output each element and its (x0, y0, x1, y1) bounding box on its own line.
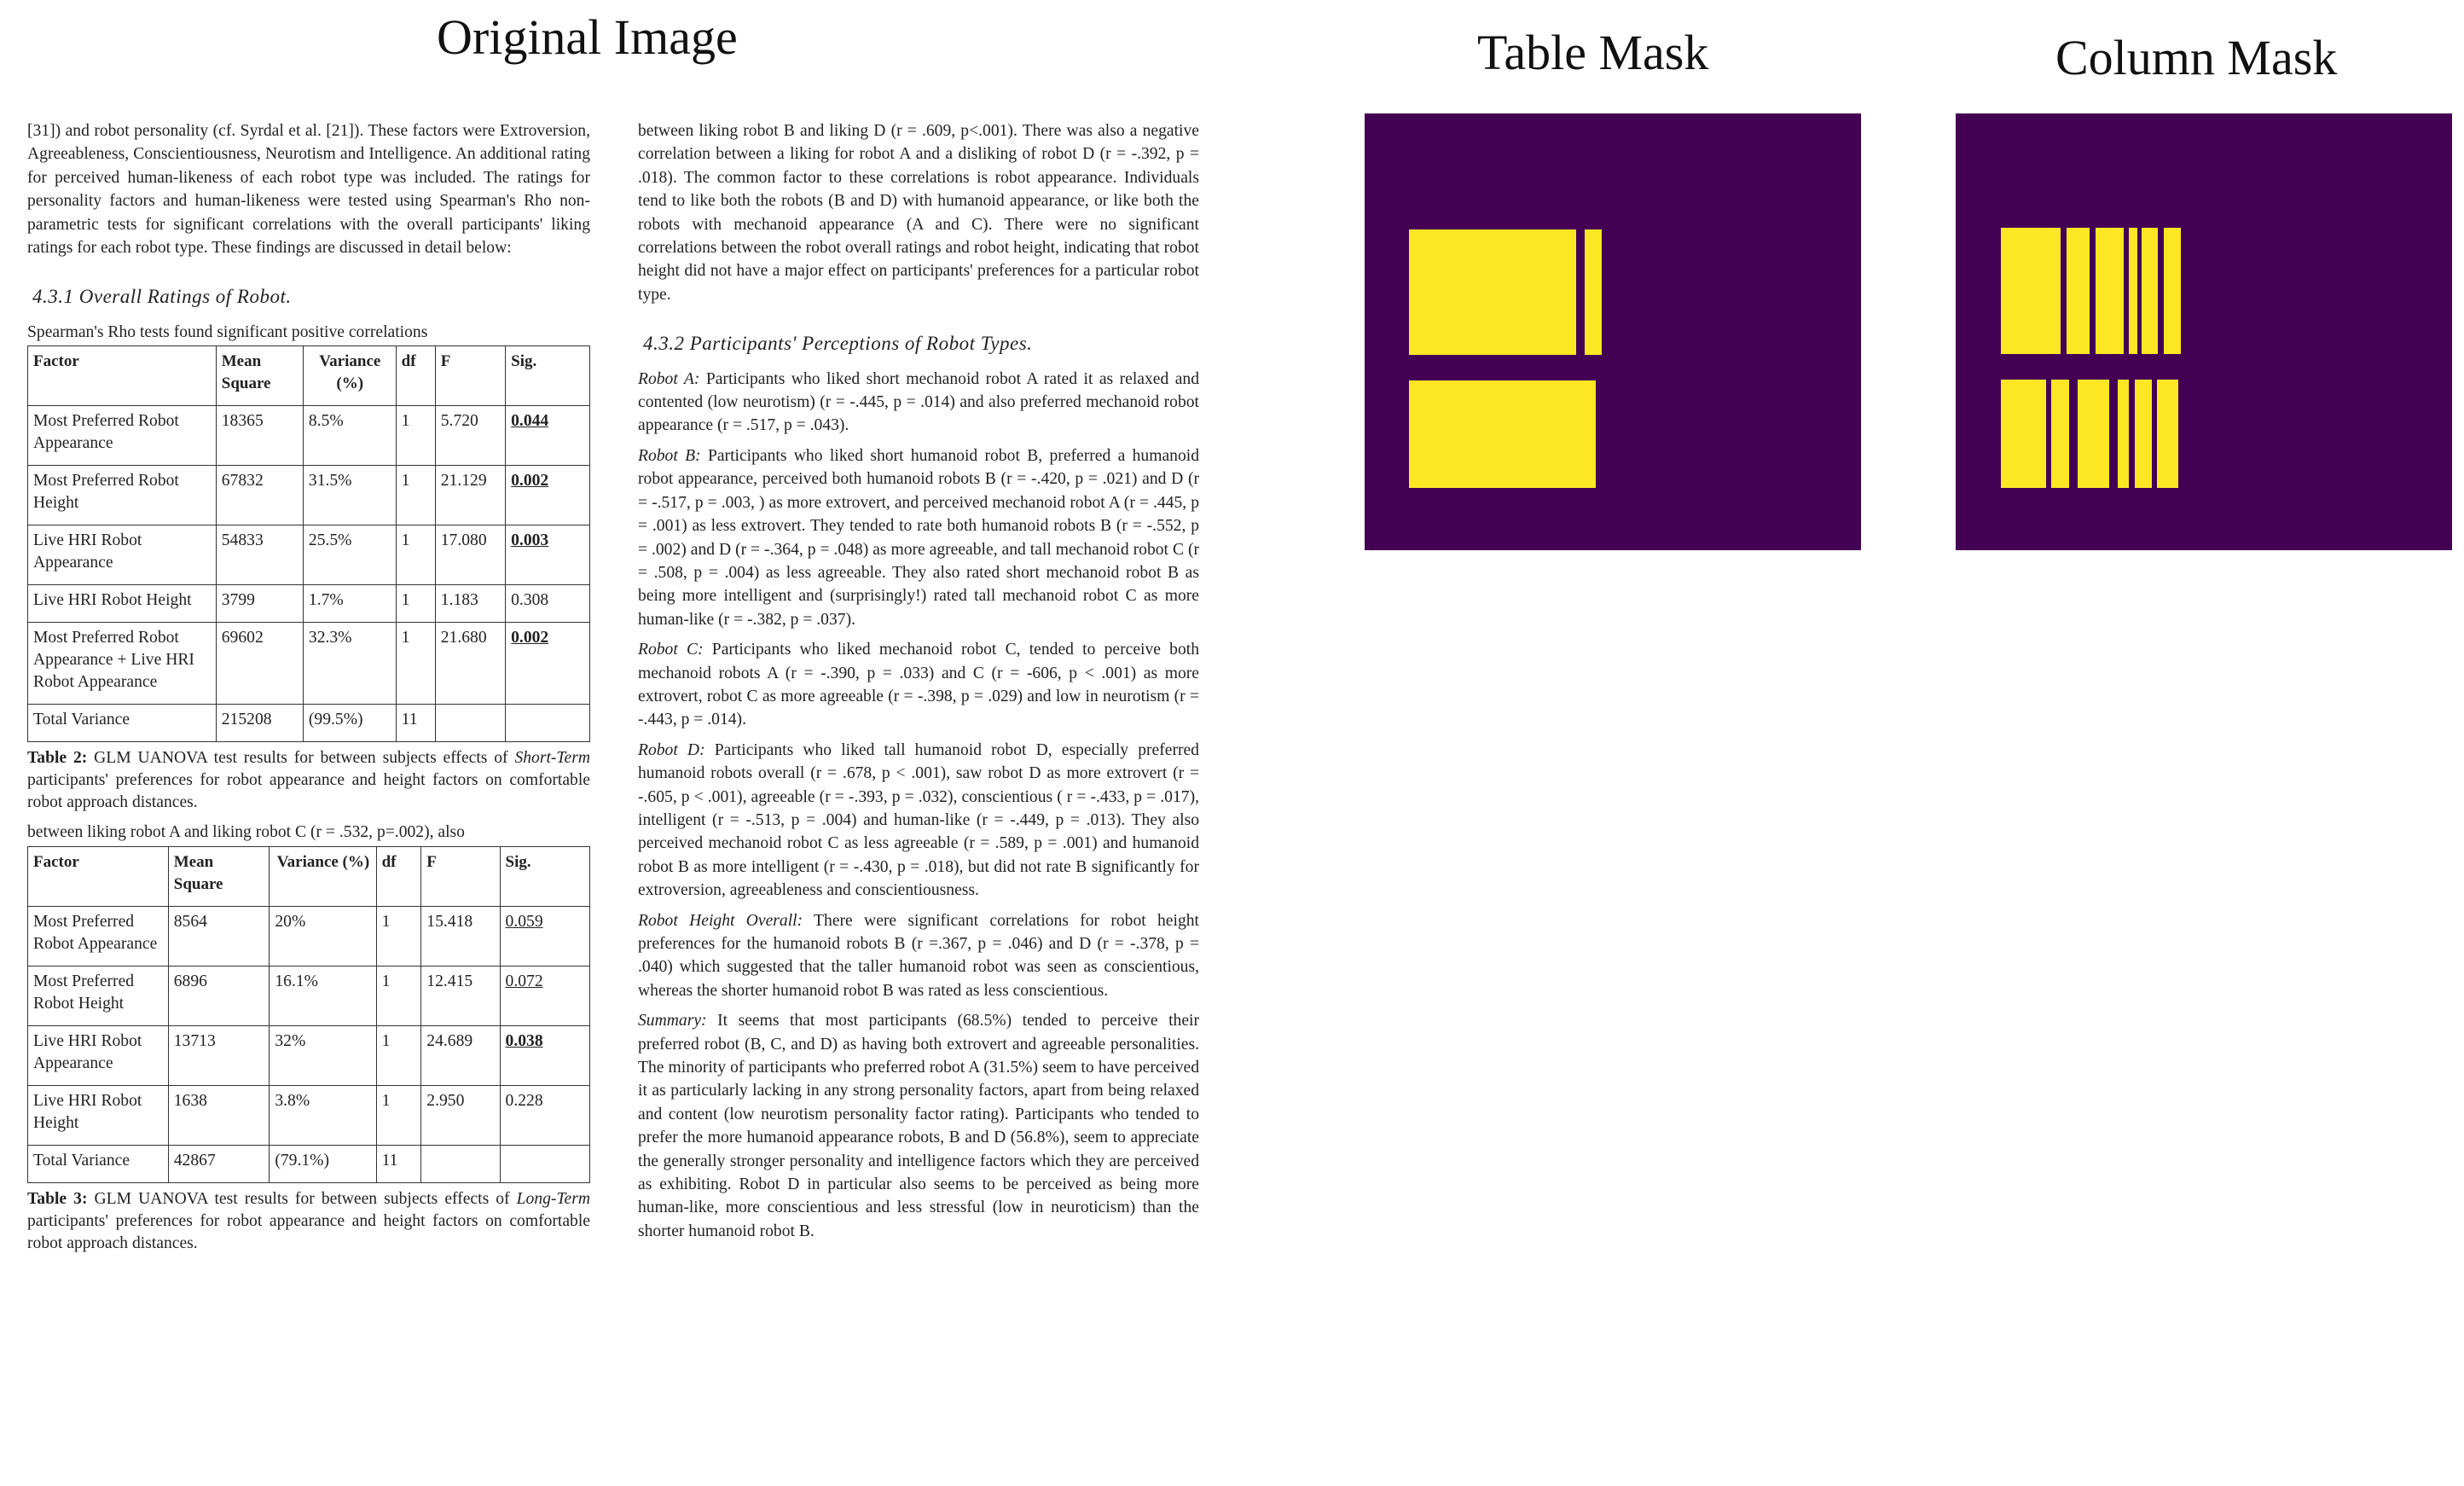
table-row (28, 525, 590, 585)
variance-cell: 31.5% (303, 466, 396, 525)
paragraph-lead: Robot B: (638, 446, 701, 465)
table-row (28, 623, 590, 705)
table-mask-title: Table Mask (1477, 25, 1709, 80)
caption-text: participants' preferences for robot appearance and height factors on comfortable robot approach distances. (27, 771, 590, 812)
sig-cell (506, 585, 590, 623)
table-row (28, 906, 590, 966)
column-region (2067, 228, 2090, 354)
mean-square-cell: 215208 (216, 705, 303, 742)
mean-square-cell: 6896 (168, 966, 270, 1025)
caption-label: Table 3: (27, 1189, 88, 1208)
robot-height-paragraph (638, 909, 1199, 1003)
paragraph-lead: Robot Height Overall: (638, 911, 803, 930)
original-image-title: Original Image (437, 9, 738, 65)
col-header-variance: Variance (%) (303, 346, 396, 406)
table-header-row (28, 846, 590, 906)
sig-cell (500, 1025, 589, 1085)
variance-cell: 25.5% (303, 525, 396, 585)
table-row (28, 705, 590, 742)
factor-cell: Live HRI Robot Height (28, 585, 217, 623)
factor-cell: Total Variance (28, 1145, 169, 1182)
right-text-column (638, 119, 1199, 1250)
section-heading-4-3-2: 4.3.2 Participants' Perceptions of Robot Types. (643, 333, 1033, 355)
sig-cell (506, 705, 590, 742)
factor-cell: Live HRI Robot Appearance (28, 1025, 169, 1085)
sig-value: 0.038 (505, 1031, 543, 1050)
df-cell: 1 (396, 585, 435, 623)
left-text-column (27, 119, 590, 1262)
df-cell: 1 (396, 466, 435, 525)
factor-cell: Most Preferred Robot Appearance (28, 906, 169, 966)
variance-cell: (79.1%) (270, 1145, 376, 1182)
column-region (2157, 380, 2178, 488)
df-cell: 11 (376, 1145, 421, 1182)
paragraph-text: Participants who liked short mechanoid robot A rated it as relaxed and contented (low neurotism) (r = -.445, p = .014) and also preferred mechanoid robot appearance (r = .517, p = .043). (638, 369, 1199, 435)
caption-emphasis: Long-Term (516, 1189, 591, 1208)
f-cell: 24.689 (421, 1025, 500, 1085)
table-row (28, 1025, 590, 1085)
table-row (28, 406, 590, 466)
table-row (28, 466, 590, 525)
table-3-caption (27, 1188, 590, 1255)
caption-text: participants' preferences for robot appearance and height factors on comfortable robot approach distances. (27, 1211, 590, 1252)
sig-value: 0.003 (511, 531, 549, 550)
f-cell: 12.415 (421, 966, 500, 1025)
paragraph-lead: Robot A: (638, 369, 700, 388)
col-header-mean-square: Mean Square (216, 346, 303, 406)
left-intro-paragraph: [31]) and robot personality (cf. Syrdal et al. [21]). These factors were Extroversion, Agreeableness, Conscientiousness, Neurotism and Intelligence. An additional rating for perceived human-likeness of each robot type was included. The ratings for personality factors and human-likeness were tested using Spearman's Rho non-parametric tests for significant correlations with the overall participants' liking ratings for each robot type. These findings are discussed in detail below: (27, 122, 590, 258)
column-region (2096, 228, 2124, 354)
col-header-mean-square: Mean Square (168, 846, 270, 906)
df-cell: 1 (376, 906, 421, 966)
col-header-f: F (435, 346, 505, 406)
sig-cell (506, 466, 590, 525)
mean-square-cell: 8564 (168, 906, 270, 966)
table-2 (27, 345, 590, 742)
column-mask-title: Column Mask (2055, 30, 2338, 85)
table-mask-image (1365, 113, 1861, 550)
sig-cell (506, 406, 590, 466)
table-row (28, 1145, 590, 1182)
factor-cell: Live HRI Robot Appearance (28, 525, 217, 585)
variance-cell: 16.1% (270, 966, 376, 1025)
mean-square-cell: 3799 (216, 585, 303, 623)
df-cell: 1 (396, 406, 435, 466)
sig-cell (500, 966, 589, 1025)
df-cell: 1 (396, 525, 435, 585)
paragraph-lead: Robot C: (638, 641, 704, 659)
f-cell (435, 705, 505, 742)
col-header-variance: Variance (%) (270, 846, 376, 906)
sig-cell (506, 525, 590, 585)
variance-cell: 32% (270, 1025, 376, 1085)
sig-cell (500, 906, 589, 966)
robot-a-paragraph (638, 368, 1199, 438)
paragraph-lead: Summary: (638, 1012, 707, 1030)
spearman-line: Spearman's Rho tests found significant positive correlations (27, 322, 428, 341)
mean-square-cell: 1638 (168, 1085, 270, 1145)
paragraph-text: There were significant correlations for robot height preferences for the humanoid robots B (r =.367, p = .046) and D (r = -.378, p = .040) which suggested that the taller humanoid robot was seen as conscientious, whereas the shorter humanoid robot B was rated as less conscientious. (638, 911, 1199, 1000)
factor-cell: Most Preferred Robot Height (28, 466, 217, 525)
sig-value: 0.044 (511, 412, 549, 431)
f-cell: 15.418 (421, 906, 500, 966)
col-header-sig: Sig. (506, 346, 590, 406)
variance-cell: 3.8% (270, 1085, 376, 1145)
col-header-sig: Sig. (500, 846, 589, 906)
variance-cell: (99.5%) (303, 705, 396, 742)
col-header-df: df (376, 846, 421, 906)
variance-cell: 8.5% (303, 406, 396, 466)
variance-cell: 32.3% (303, 623, 396, 705)
df-cell: 1 (376, 1085, 421, 1145)
column-region (2164, 228, 2181, 354)
factor-cell: Most Preferred Robot Appearance (28, 406, 217, 466)
col-header-factor: Factor (28, 346, 217, 406)
sig-cell (500, 1145, 589, 1182)
sig-value: 0.002 (511, 629, 549, 647)
column-region (2051, 380, 2069, 488)
factor-cell: Total Variance (28, 705, 217, 742)
table-row (28, 1085, 590, 1145)
table-3 (27, 846, 590, 1183)
f-cell: 5.720 (435, 406, 505, 466)
caption-text: GLM UANOVA test results for between subjects effects of (87, 1189, 517, 1208)
mean-square-cell: 54833 (216, 525, 303, 585)
table-header-row (28, 346, 590, 406)
column-region (2142, 228, 2158, 354)
summary-paragraph (638, 1009, 1199, 1243)
table-2-caption (27, 747, 590, 814)
sig-value: 0.059 (505, 912, 543, 931)
f-cell: 17.080 (435, 525, 505, 585)
robot-c-paragraph (638, 638, 1199, 732)
robot-d-paragraph (638, 739, 1199, 903)
df-cell: 11 (396, 705, 435, 742)
column-mask-image (1956, 113, 2452, 550)
section-heading-4-3-1: 4.3.1 Overall Ratings of Robot. (32, 286, 292, 308)
table-region-1-sig (1585, 229, 1602, 355)
mean-square-cell: 67832 (216, 466, 303, 525)
col-header-factor: Factor (28, 846, 169, 906)
paragraph-lead: Robot D: (638, 740, 705, 759)
sig-value: 0.072 (505, 972, 543, 990)
mean-square-cell: 42867 (168, 1145, 270, 1182)
factor-cell: Live HRI Robot Height (28, 1085, 169, 1145)
caption-text: GLM UANOVA test results for between subjects effects of (87, 749, 515, 768)
df-cell: 1 (376, 966, 421, 1025)
f-cell: 1.183 (435, 585, 505, 623)
f-cell: 2.950 (421, 1085, 500, 1145)
sig-value: 0.228 (505, 1091, 543, 1110)
f-cell (421, 1145, 500, 1182)
table-row (28, 966, 590, 1025)
sig-value: 0.002 (511, 472, 549, 490)
variance-cell: 1.7% (303, 585, 396, 623)
sig-value: 0.308 (511, 591, 549, 610)
robot-b-paragraph (638, 444, 1199, 631)
mean-square-cell: 69602 (216, 623, 303, 705)
column-region (2001, 380, 2046, 488)
mean-square-cell: 13713 (168, 1025, 270, 1085)
between-line: between liking robot A and liking robot C (r = .532, p=.002), also (27, 823, 465, 842)
column-region (2135, 380, 2152, 488)
mean-square-cell: 18365 (216, 406, 303, 466)
caption-emphasis: Short-Term (514, 749, 590, 768)
column-region (2001, 228, 2061, 354)
col-header-df: df (396, 346, 435, 406)
factor-cell: Most Preferred Robot Height (28, 966, 169, 1025)
sig-cell (500, 1085, 589, 1145)
column-region (2129, 228, 2137, 354)
paragraph-text: Participants who liked mechanoid robot C, tended to perceive both mechanoid robots A (r = -.390, p = .033) and C (r = -606, p < .001) as more extrovert, robot C as more agreeable (r = -.398, p = .029) and low in neurotism (r = -.443, p = .014). (638, 641, 1200, 729)
right-intro-paragraph: between liking robot B and liking D (r = .609, p<.001). There was also a negative correlation between a liking for robot A and a disliking of robot D (r = -.392, p = .018). The common factor to these correlations is robot appearance. Individuals tend to like both the robots (B and D) with humanoid appearance, or like both the robots with mechanoid appearance (A and C). There were no significant correlations between the robot overall ratings and robot height, indicating that robot height did not have a major effect on participants' preferences for a particular robot type. (638, 122, 1199, 304)
paragraph-text: It seems that most participants (68.5%) tended to perceive their preferred robot (B, C, and D) as having both extrovert and agreeable personalities. The minority of participants who preferred robot A (31.5%) seem to have perceived it as particularly lacking in any strong personality factors, apart from being relaxed and content (low neurotism personality factor rating). Participants who tended to prefer the more humanoid appearance robots, B and D (56.8%), seem to appreciate the generally stronger personality and intelligence factors which they are perceived as exhibiting. Robot D in particular also seems to be perceived as being more human-like, more conscientious and less stressful (low in neuroticism) than the shorter humanoid robot B. (638, 1012, 1199, 1240)
table-region-2 (1409, 380, 1596, 488)
df-cell: 1 (396, 623, 435, 705)
sig-cell (506, 623, 590, 705)
f-cell: 21.129 (435, 466, 505, 525)
df-cell: 1 (376, 1025, 421, 1085)
table-region-1 (1409, 229, 1576, 355)
column-region (2078, 380, 2109, 488)
caption-label: Table 2: (27, 749, 88, 768)
column-region (2118, 380, 2129, 488)
variance-cell: 20% (270, 906, 376, 966)
factor-cell: Most Preferred Robot Appearance + Live HRI Robot Appearance (28, 623, 217, 705)
col-header-f: F (421, 846, 500, 906)
f-cell: 21.680 (435, 623, 505, 705)
paragraph-text: Participants who liked tall humanoid robot D, especially preferred humanoid robots overall (r = .678, p < .001), saw robot D as more extrovert (r = -.605, p < .001), agreeable (r = -.393, p = .032), conscientious ( r = -.433, p = .017), intelligent (r = -.513, p = .004) and human-like (r = -.449, p = .013). They also perceived mechanoid robot C as less agreeable (r = .589, p = .001) and humanoid robot B as more intelligent (r = -.430, p = .018), but did not rate B significantly for extroversion, agreeableness and conscientiousness. (638, 740, 1199, 900)
paragraph-text: Participants who liked short humanoid robot B, preferred a humanoid robot appearance, perceived both humanoid robots B (r = -.420, p = .021) and D (r = -.517, p = .003, ) as more extrovert, and perceived mechanoid robot A (r = .445, p = .001) as less extrovert. They tended to rate both humanoid robots B (r = -.552, p = .002) and D (r = -.364, p = .048) as more agreeable, and tall mechanoid robot C (r = .508, p = .004) as less agreeable. They also rated short mechanoid robot B as being more intelligent and (surprisingly!) rated tall mechanoid robot C as more human-like (r = -.382, p = .037). (638, 446, 1199, 629)
table-row (28, 585, 590, 623)
